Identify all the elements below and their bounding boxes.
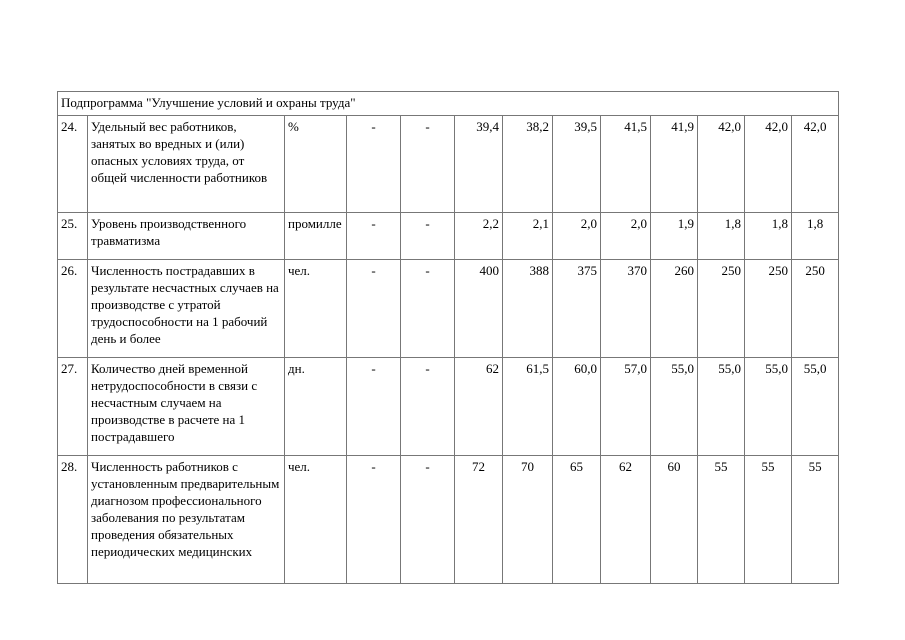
value-cell: 38,2 [503,116,553,213]
value-cell: 39,4 [455,116,503,213]
value-cell: - [401,213,455,260]
value-cell: 60 [651,456,698,584]
value-cell: 55,0 [651,358,698,456]
value-cell: 55,0 [745,358,792,456]
unit: чел. [285,260,347,358]
value-cell: 70 [503,456,553,584]
value-cell: - [347,213,401,260]
value-cell: 2,1 [503,213,553,260]
indicators-table [57,91,839,584]
value-cell: 62 [601,456,651,584]
indicator-name: Количество дней временной нетрудоспособности в связи с несчастным случаем на производстве в расчете на 1 пострадавшего [88,358,285,456]
row-number: 25. [58,213,88,260]
value-cell: 55 [698,456,745,584]
value-cell: 1,8 [792,213,839,260]
indicator-name: Уровень производственного травматизма [88,213,285,260]
value-cell: 250 [698,260,745,358]
table-row [58,116,839,213]
unit: чел. [285,456,347,584]
value-cell: 388 [503,260,553,358]
value-cell: - [347,260,401,358]
table-row [58,260,839,358]
value-cell: 250 [792,260,839,358]
indicator-name: Численность работников с установленным предварительным диагнозом профессионального заболевания по результатам проведения обязательных периодических медицинских [88,456,285,584]
value-cell: 41,5 [601,116,651,213]
value-cell: 41,9 [651,116,698,213]
value-cell: - [401,260,455,358]
value-cell: - [401,456,455,584]
table-row [58,358,839,456]
unit: дн. [285,358,347,456]
row-number: 28. [58,456,88,584]
row-number: 26. [58,260,88,358]
value-cell: 2,0 [553,213,601,260]
value-cell: 57,0 [601,358,651,456]
unit: % [285,116,347,213]
value-cell: 2,0 [601,213,651,260]
value-cell: 1,8 [698,213,745,260]
value-cell: 72 [455,456,503,584]
value-cell: 42,0 [698,116,745,213]
value-cell: 370 [601,260,651,358]
value-cell: 250 [745,260,792,358]
value-cell: 400 [455,260,503,358]
value-cell: 260 [651,260,698,358]
value-cell: - [347,358,401,456]
value-cell: 42,0 [792,116,839,213]
value-cell: 55,0 [792,358,839,456]
value-cell: 1,9 [651,213,698,260]
value-cell: 55 [745,456,792,584]
row-number: 24. [58,116,88,213]
value-cell: - [347,116,401,213]
value-cell: 55,0 [698,358,745,456]
table-row [58,213,839,260]
value-cell: 61,5 [503,358,553,456]
value-cell: 1,8 [745,213,792,260]
value-cell: 60,0 [553,358,601,456]
indicator-name: Удельный вес работников, занятых во вредных и (или) опасных условиях труда, от общей численности работников [88,116,285,213]
unit: промилле [285,213,347,260]
value-cell: - [347,456,401,584]
value-cell: 55 [792,456,839,584]
section-title: Подпрограмма "Улучшение условий и охраны труда" [58,92,839,116]
value-cell: 65 [553,456,601,584]
value-cell: 42,0 [745,116,792,213]
value-cell: 375 [553,260,601,358]
value-cell: - [401,116,455,213]
value-cell: - [401,358,455,456]
section-header-row [58,92,839,116]
value-cell: 62 [455,358,503,456]
table-row [58,456,839,584]
row-number: 27. [58,358,88,456]
value-cell: 39,5 [553,116,601,213]
indicator-name: Численность пострадавших в результате несчастных случаев на производстве с утратой трудоспособности на 1 рабочий день и более [88,260,285,358]
value-cell: 2,2 [455,213,503,260]
